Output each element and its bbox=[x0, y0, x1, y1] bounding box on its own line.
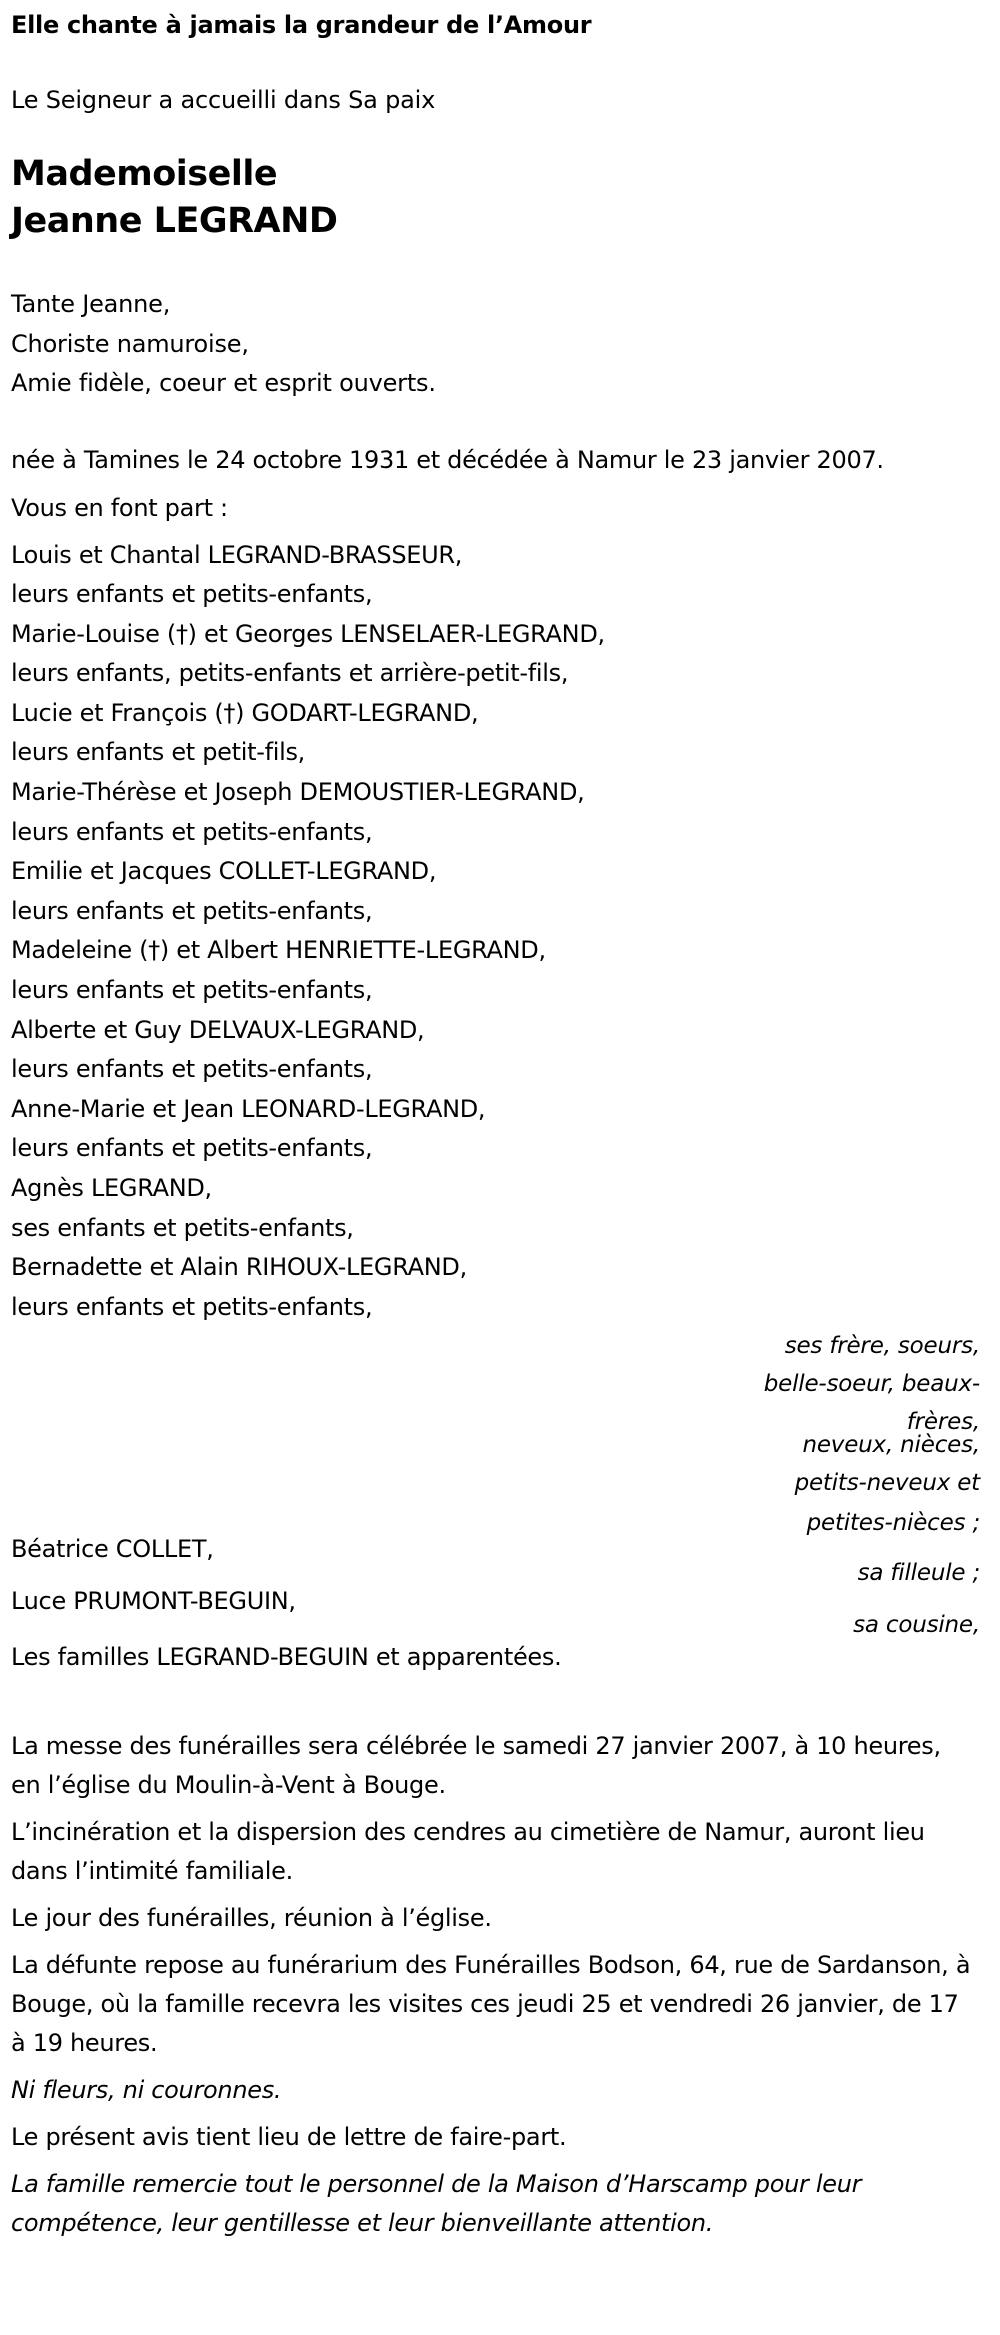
deceased-name-block bbox=[11, 151, 990, 245]
visitation-info: La défunte repose au funérarium des Funérailles Bodson, 64, rue de Sardanson, à Bouge, où la famille recevra les visites ces jeudi 25 et vendredi 26 janvier, de 17 à 19 heures. bbox=[11, 1951, 971, 2058]
other-mourner-row bbox=[11, 1529, 990, 1587]
faire-part-note: Le présent avis tient lieu de lettre de faire-part. bbox=[11, 2123, 567, 2152]
announce-line: Vous en font part : bbox=[11, 493, 228, 522]
no-flowers-note: Ni fleurs, ni couronnes. bbox=[11, 2076, 282, 2105]
thanks-note: La famille remercie tout le personnel de la Maison d’Harscamp pour leur compétence, leur gentillesse et leur bienveillante attention. bbox=[11, 2170, 862, 2238]
role-nephews: neveux, nièces, bbox=[802, 1432, 980, 1459]
full-name: Jeanne LEGRAND bbox=[11, 201, 338, 241]
other-mourner-row bbox=[11, 1581, 990, 1639]
family-line: Marie-Thérèse et Joseph DEMOUSTIER-LEGRAND, bbox=[11, 778, 585, 807]
reunion-info: Le jour des funérailles, réunion à l’église. bbox=[11, 1904, 492, 1933]
family-line: leurs enfants et petit-fils, bbox=[11, 738, 306, 767]
extended-families: Les familles LEGRAND-BEGUIN et apparentées. bbox=[11, 1643, 562, 1672]
family-line: Madeleine (†) et Albert HENRIETTE-LEGRAND, bbox=[11, 936, 546, 965]
family-roles bbox=[11, 1327, 990, 1543]
role-nephews: petites-nièces ; bbox=[806, 1510, 980, 1537]
family-line: Anne-Marie et Jean LEONARD-LEGRAND, bbox=[11, 1094, 486, 1123]
family-line: Bernadette et Alain RIHOUX-LEGRAND, bbox=[11, 1253, 467, 1282]
birth-death-dates: née à Tamines le 24 octobre 1931 et décédée à Namur le 23 janvier 2007. bbox=[11, 445, 884, 474]
family-line: leurs enfants et petits-enfants, bbox=[11, 1055, 373, 1084]
epithet-line: Choriste namuroise, bbox=[11, 329, 249, 358]
epithet-line: Tante Jeanne, bbox=[11, 290, 171, 318]
family-list bbox=[11, 536, 990, 1328]
headline: Elle chante à jamais la grandeur de l’Amour bbox=[11, 11, 592, 39]
mourner-role: sa cousine, bbox=[853, 1612, 980, 1639]
family-line: leurs enfants et petits-enfants, bbox=[11, 976, 373, 1005]
family-line: leurs enfants et petits-enfants, bbox=[11, 1134, 373, 1163]
family-line: leurs enfants et petits-enfants, bbox=[11, 580, 373, 609]
family-line: Louis et Chantal LEGRAND-BRASSEUR, bbox=[11, 540, 463, 569]
cremation-info: L’incinération et la dispersion des cendres au cimetière de Namur, auront lieu dans l’intimité familiale. bbox=[11, 1818, 925, 1886]
mourner-role: sa filleule ; bbox=[857, 1560, 980, 1587]
family-line: Agnès LEGRAND, bbox=[11, 1174, 212, 1202]
mourner-name: Luce PRUMONT-BEGUIN, bbox=[11, 1587, 296, 1616]
family-line: Alberte et Guy DELVAUX-LEGRAND, bbox=[11, 1015, 425, 1044]
role-nephews: petits-neveux et bbox=[794, 1470, 980, 1497]
funeral-mass-info: La messe des funérailles sera célébrée le samedi 27 janvier 2007, à 10 heures, en l’église du Moulin-à-Vent à Bouge. bbox=[11, 1732, 941, 1800]
obituary-notice bbox=[0, 10, 1000, 2243]
family-line: leurs enfants et petits-enfants, bbox=[11, 896, 373, 925]
family-line: Marie-Louise (†) et Georges LENSELAER-LEGRAND, bbox=[11, 619, 605, 648]
family-line: leurs enfants et petits-enfants, bbox=[11, 1292, 373, 1321]
family-line: Lucie et François (†) GODART-LEGRAND, bbox=[11, 698, 479, 727]
epithet-line: Amie fidèle, coeur et esprit ouverts. bbox=[11, 369, 436, 397]
title-line: Mademoiselle bbox=[11, 154, 278, 194]
intro-line: Le Seigneur a accueilli dans Sa paix bbox=[11, 86, 436, 114]
family-line: ses enfants et petits-enfants, bbox=[11, 1213, 354, 1242]
family-line: leurs enfants, petits-enfants et arrière-petit-fils, bbox=[11, 659, 569, 688]
role-siblings: ses frère, soeurs, belle-soeur, beaux-frères, bbox=[763, 1333, 980, 1436]
epithets bbox=[11, 285, 990, 404]
mourner-name: Béatrice COLLET, bbox=[11, 1535, 214, 1564]
family-line: leurs enfants et petits-enfants, bbox=[11, 817, 373, 846]
family-line: Emilie et Jacques COLLET-LEGRAND, bbox=[11, 857, 437, 886]
